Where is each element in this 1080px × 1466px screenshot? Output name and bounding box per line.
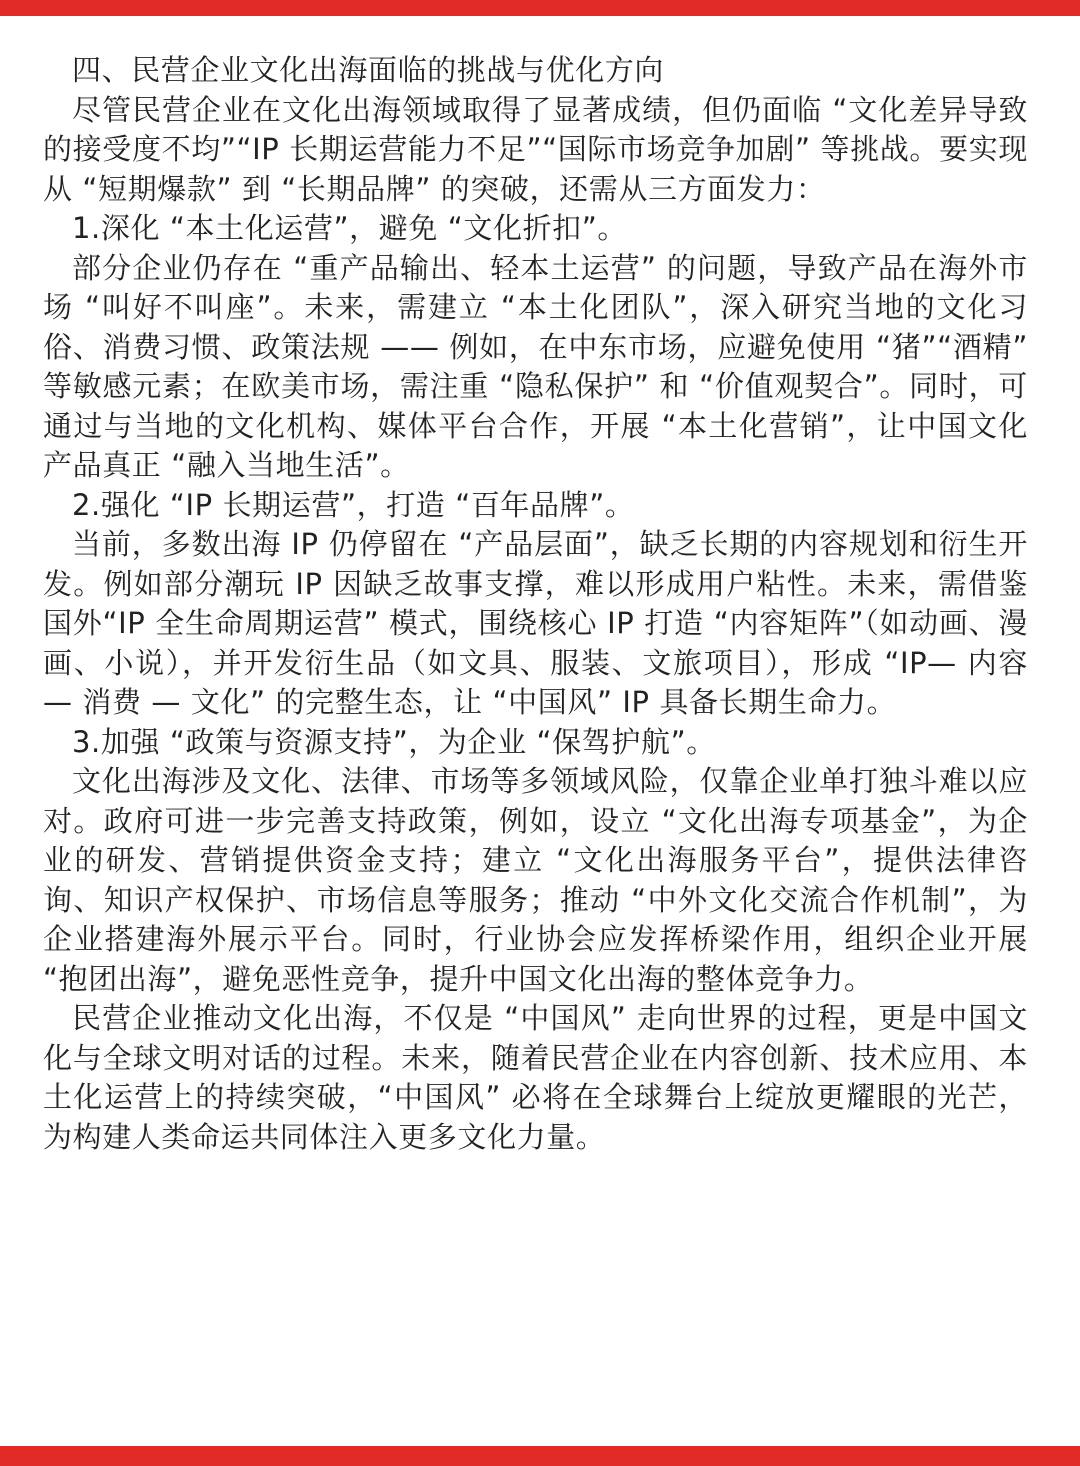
point-1-body: 部分企业仍存在 “重产品输出、轻本土运营” 的问题，导致产品在海外市场 “叫好不叫座”。未来，需建立 “本土化团队”，深入研究当地的文化习俗、消费习惯、政策法规 —— 例如，在中东市场，应避免使用 “猪”“酒精” 等敏感元素；在欧美市场，需注重 “隐私保护” 和 “价值观契合”。同时，可通过与当地的文化机构、媒体平台合作，开展 “本土化营销”，让中国文化产品真正 “融入当地生活”。 xyxy=(43,250,1028,482)
conclusion-paragraph: 民营企业推动文化出海，不仅是 “中国风” 走向世界的过程，更是中国文化与全球文明对话的过程。未来，随着民营企业在内容创新、技术应用、本土化运营上的持续突破，“中国风” 必将在全球舞台上绽放更耀眼的光芒，为构建人类命运共同体注入更多文化力量。 xyxy=(43,1001,1028,1154)
point-1-title: 1.深化 “本土化运营”，避免 “文化折扣”。 xyxy=(72,211,628,245)
bottom-accent-bar xyxy=(0,1446,1080,1466)
point-3-title: 3.加强 “政策与资源支持”，为企业 “保驾护航”。 xyxy=(72,724,716,759)
article-body xyxy=(43,51,1028,1157)
intro-paragraph: 尽管民营企业在文化出海领域取得了显著成绩，但仍面临 “文化差异导致的接受度不均”“IP 长期运营能力不足”“国际市场竞争加剧” 等挑战。要实现从 “短期爆款” 到 “长期品牌” 的突破，还需从三方面发力： xyxy=(43,92,1028,206)
point-3-body: 文化出海涉及文化、法律、市场等多领域风险，仅靠企业单打独斗难以应对。政府可进一步完善支持政策，例如，设立 “文化出海专项基金”，为企业的研发、营销提供资金支持；建立 “文化出海服务平台”，提供法律咨询、知识产权保护、市场信息等服务；推动 “中外文化交流合作机制”，为企业搭建海外展示平台。同时，行业协会应发挥桥梁作用，组织企业开展 “抱团出海”，避免恶性竞争，提升中国文化出海的整体竞争力。 xyxy=(43,764,1028,996)
point-2-body: 当前，多数出海 IP 仍停留在 “产品层面”，缺乏长期的内容规划和衍生开发。例如部分潮玩 IP 因缺乏故事支撑，难以形成用户粘性。未来，需借鉴国外“IP 全生命周期运营” 模式，围绕核心 IP 打造 “内容矩阵”（如动画、漫画、小说），并开发衍生品（如文具、服装、文旅项目），形成 “IP— 内容 — 消费 — 文化” 的完整生态，让 “中国风” IP 具备长期生命力。 xyxy=(43,527,1028,719)
section-title: 四、民营企业文化出海面临的挑战与优化方向 xyxy=(72,53,665,87)
top-accent-bar xyxy=(0,0,1080,16)
point-2-title: 2.强化 “IP 长期运营”，打造 “百年品牌”。 xyxy=(72,487,635,522)
